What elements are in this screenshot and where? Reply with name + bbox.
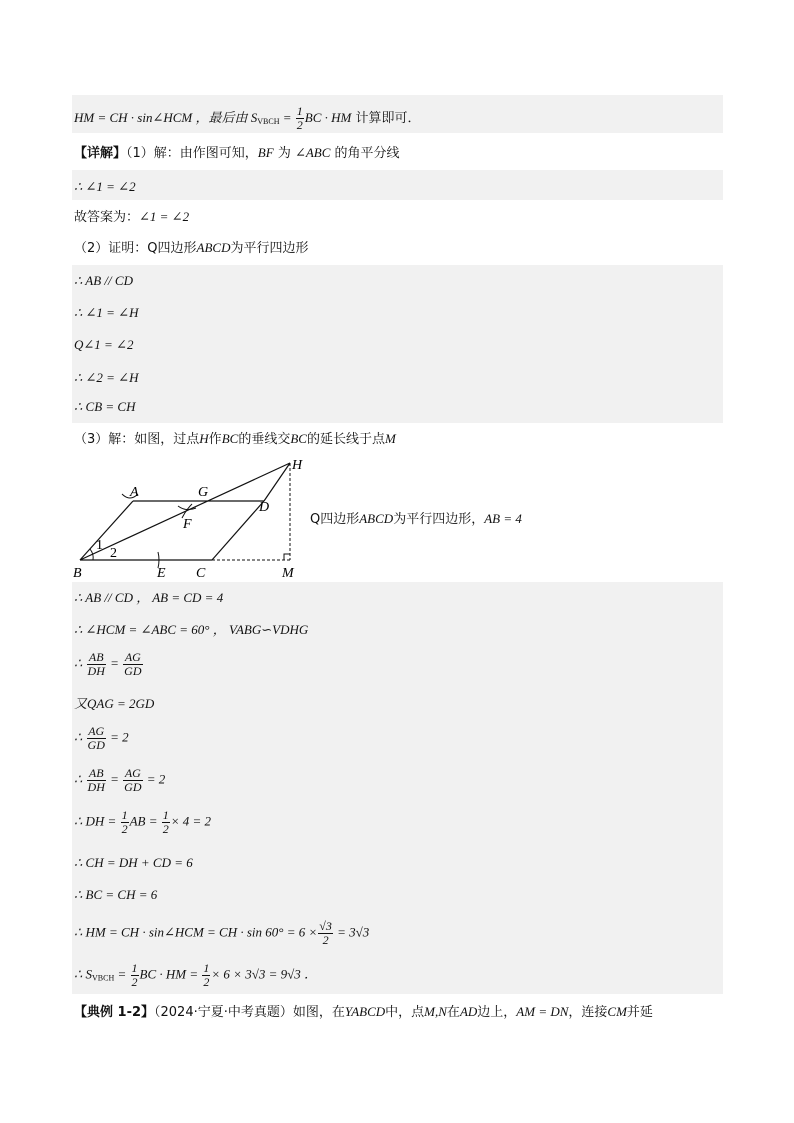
fraction: $\frac{AB}{DH}$ [87,650,105,678]
ratio-line: ∴ $\frac{AB}{DH}$ = $\frac{AG}{GD}$ = 2 [74,766,166,794]
math-line: ∴ ∠2 = ∠H [74,370,139,385]
detail-heading: 【详解】 [74,146,127,161]
solution-line-1: HM = CH · sin∠HCM ，最后由 $S_{VBCH}$ = $\frac{1}{2}$ BC · HM 计算即可． [74,104,421,132]
math-line: ∴ DH = $\frac{1}{2}$ AB = $\frac{1}{2}$ × 4 = 2 [74,808,212,836]
answer-line: 故答案为：∠1 = ∠2 [74,209,190,225]
label-b: B [73,566,82,580]
math-line: ∴ AB // CD ， AB = CD = 4 [74,590,224,605]
label-angle-2: 2 [110,546,117,561]
math-line: ∴ ∠HCM = ∠ABC = 60° ， VABG∽VDHG [74,622,309,637]
proof-line: （2）证明：Q四边形ABCD为平行四边形 [74,240,309,256]
fraction: $\frac{1}{2}$ [162,808,169,836]
label-angle-1: 1 [96,538,103,553]
right-angle-mark [284,554,290,560]
label-e: E [157,566,166,580]
label-d: D [259,500,270,515]
fraction: $\frac{1}{2}$ [131,961,138,989]
math-line: ∴ $S_{VBCH}$ = $\frac{1}{2}$ BC · HM = $\frac{1}{2}$ × 6 × 3√3 = 9√3 ． [74,961,317,989]
fraction: $\frac{1}{2}$ [296,104,303,132]
fraction: $\frac{AG}{GD}$ [124,650,142,678]
fraction: $\frac{1}{2}$ [203,961,210,989]
label-c: C [196,566,206,580]
label-g: G [198,485,209,500]
detail-heading-line: 【详解】（1）解：由作图可知，BF 为 ∠ABC 的角平分线 [74,145,400,161]
label-f: F [183,517,192,532]
math-line: ∴ AB // CD [74,273,133,288]
math-line: ∴ ∠1 = ∠2 [74,179,136,194]
example-label: 【典例 1-2】 [74,1005,155,1020]
label-h: H [292,458,303,473]
label-a: A [130,485,139,500]
part3-line: （3）解：如图，过点H作BC的垂线交BC的延长线于点M [74,431,396,447]
parallelogram-diagram [72,456,308,580]
fraction: $\frac{√3}{2}$ [319,919,332,947]
ratio-line: ∴ $\frac{AB}{DH}$ = $\frac{AG}{GD}$ [74,650,142,678]
figure-side-text: Q四边形ABCD为平行四边形，AB = 4 [310,511,522,527]
math-line: ∴ CH = DH + CD = 6 [74,855,193,870]
geometry-figure [72,456,308,580]
highlight-band [72,265,723,423]
fraction: $\frac{AB}{DH}$ [87,766,105,794]
math-line: ∴ BC = CH = 6 [74,887,158,902]
fraction: $\frac{AG}{GD}$ [87,724,105,752]
math-line: ∴ ∠1 = ∠H [74,305,139,320]
label-m: M [282,566,294,580]
highlight-band [72,170,723,200]
fraction: $\frac{AG}{GD}$ [124,766,142,794]
math-line: ∴ HM = CH · sin∠HCM = CH · sin 60° = 6 × $\frac{√3}{2}$ = 3√3 [74,919,370,947]
math-line: ∴ CB = CH [74,399,136,414]
math-line: Q∠1 = ∠2 [74,337,134,352]
fraction: $\frac{1}{2}$ [121,808,128,836]
ratio-line: ∴ $\frac{AG}{GD}$ = 2 [74,724,129,752]
segment-cd [212,501,264,560]
math-line: 又QAG = 2GD [74,696,155,711]
example-heading-line: 【典例 1-2】（2024·宁夏·中考真题）如图，在YABCD中，点M,N在AD边上，AM = DN，连接CM并延 [74,1004,653,1020]
segment-ba [80,501,133,560]
